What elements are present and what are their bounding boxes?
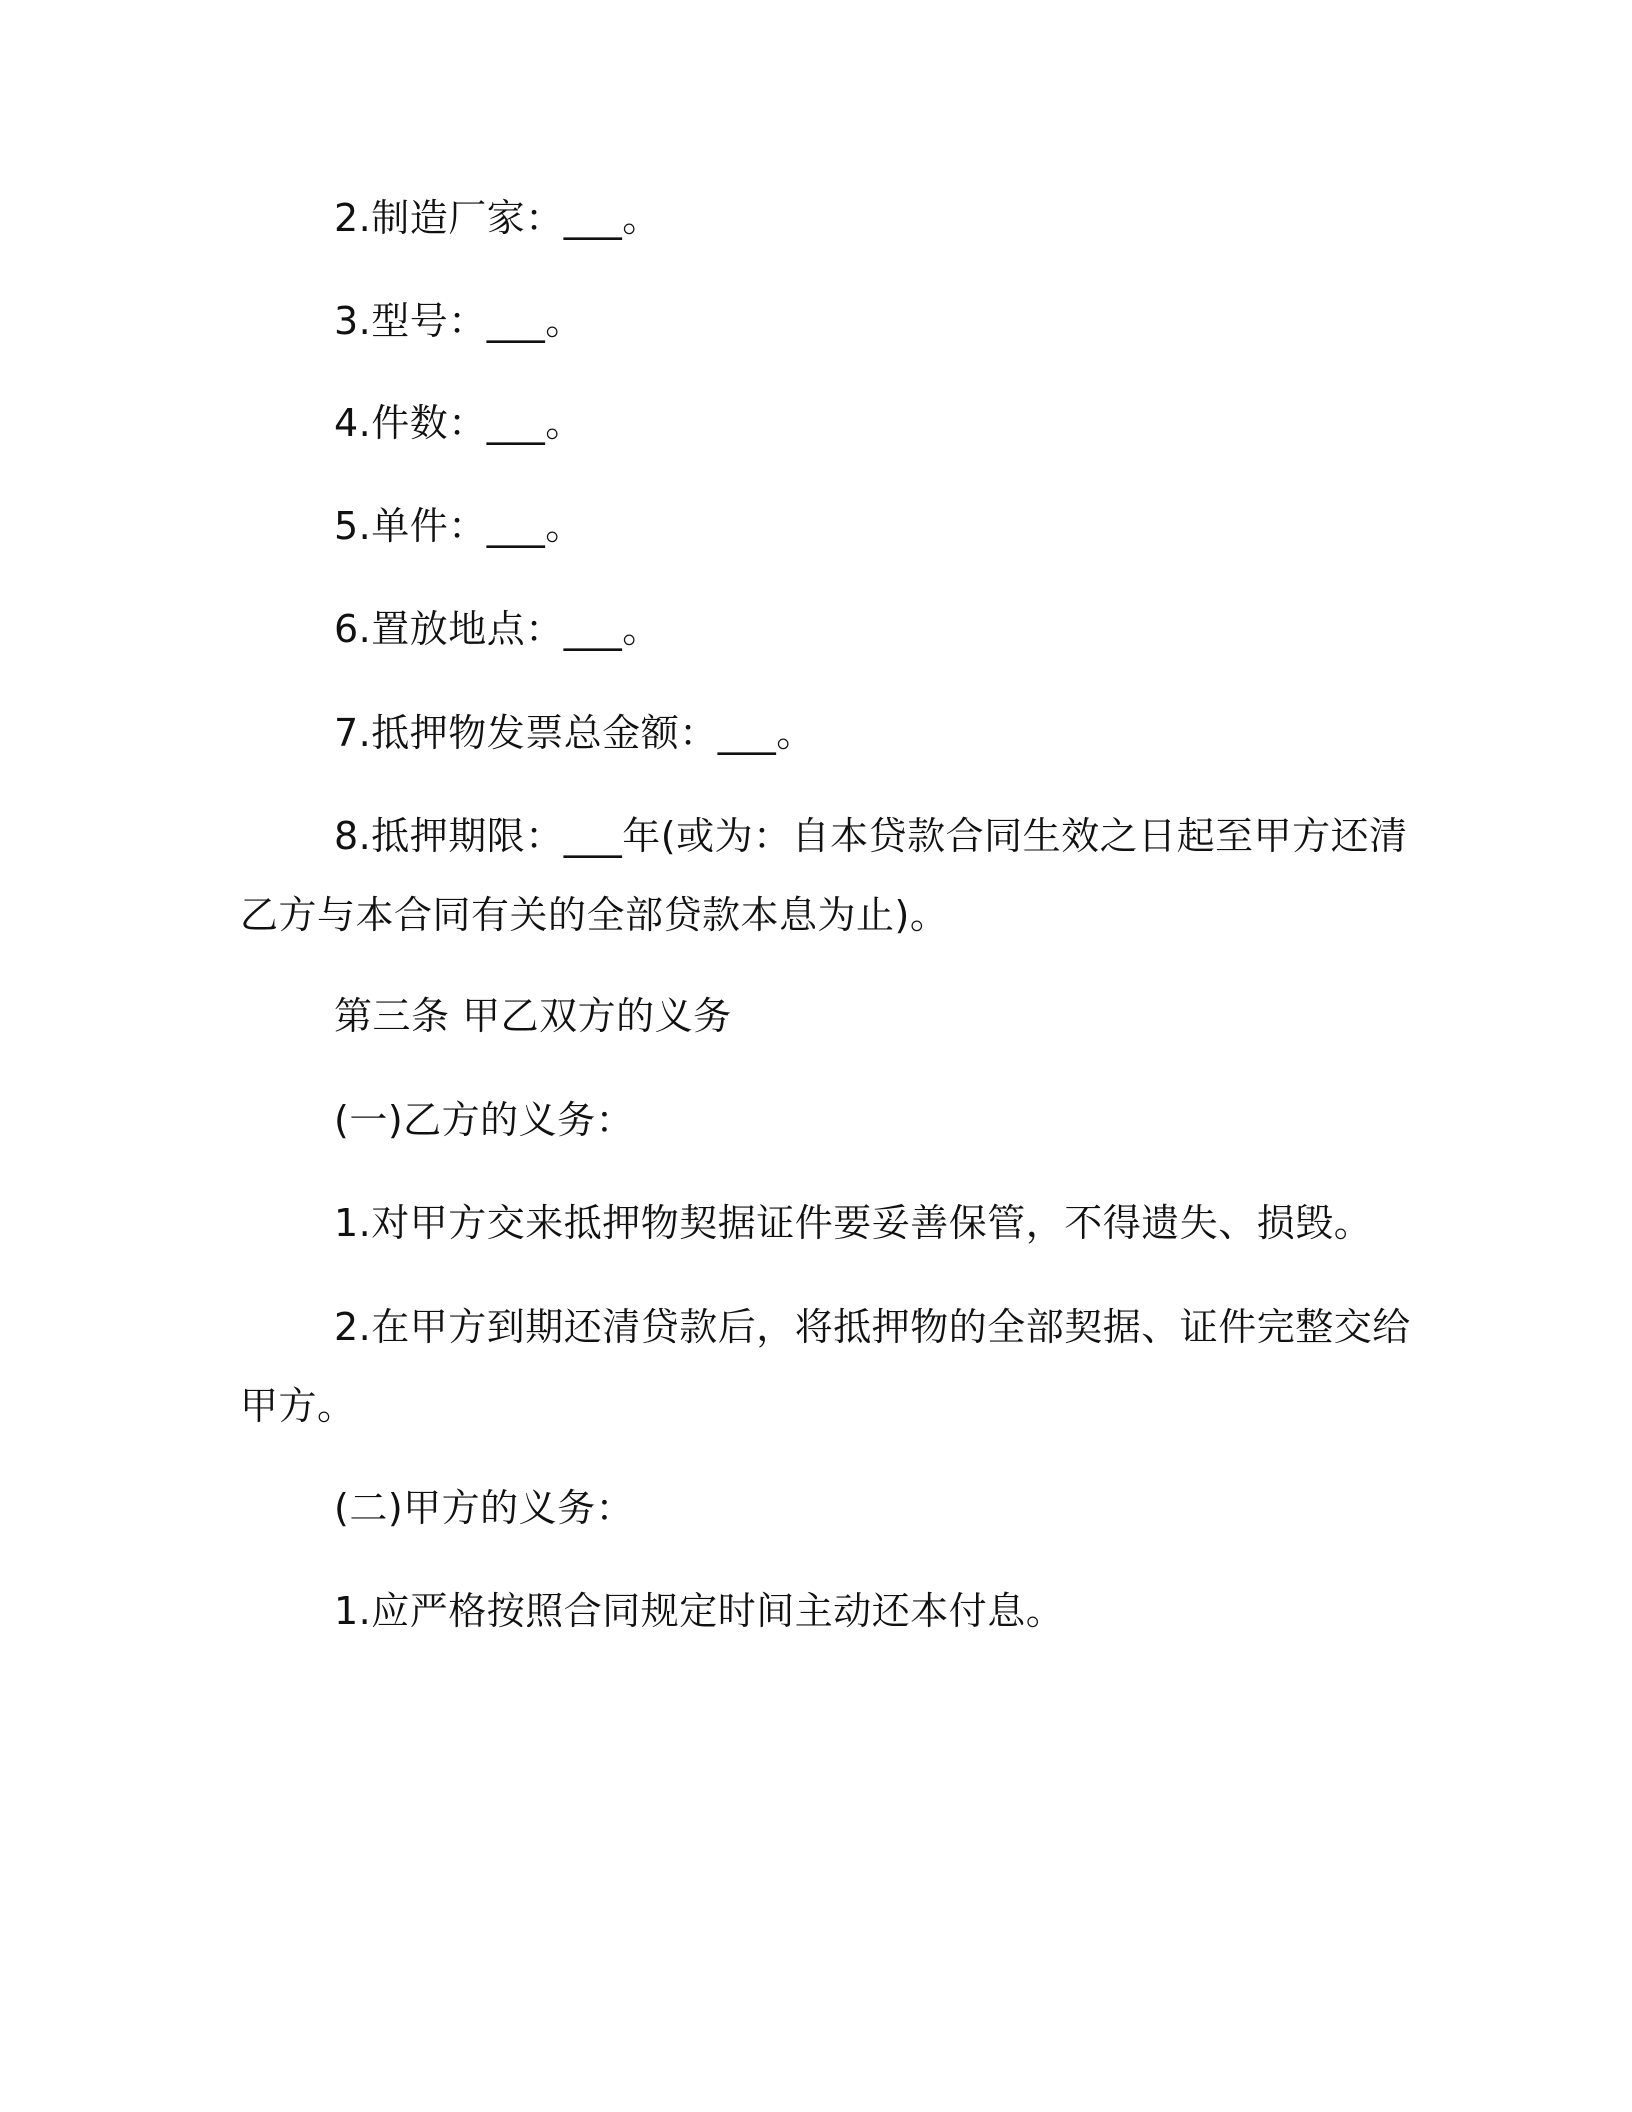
- section-heading-article-3: 第三条 甲乙双方的义务: [334, 994, 732, 1038]
- item-invoice-amount: 7.抵押物发票总金额：___。: [334, 711, 815, 755]
- subheading-party-b-obligations: (一)乙方的义务：: [334, 1098, 635, 1142]
- item-mortgage-term: 8.抵押期限：___年(或为：自本贷款合同生效之日起至甲方还清: [334, 814, 1408, 858]
- item-model: 3.型号：___。: [334, 299, 584, 343]
- party-b-obligation-2-continued: 甲方。: [240, 1384, 356, 1428]
- party-a-obligation-1: 1.应严格按照合同规定时间主动还本付息。: [334, 1589, 1065, 1633]
- item-unit: 5.单件：___。: [334, 504, 584, 548]
- party-b-obligation-2: 2.在甲方到期还清贷款后，将抵押物的全部契据、证件完整交给: [334, 1305, 1411, 1349]
- subheading-party-a-obligations: (二)甲方的义务：: [334, 1486, 635, 1530]
- item-quantity: 4.件数：___。: [334, 401, 584, 445]
- item-mortgage-term-continued: 乙方与本合同有关的全部贷款本息为止)。: [240, 893, 949, 937]
- party-b-obligation-1: 1.对甲方交来抵押物契据证件要妥善保管，不得遗失、损毁。: [334, 1201, 1373, 1245]
- item-location: 6.置放地点：___。: [334, 607, 661, 651]
- item-manufacturer: 2.制造厂家：___。: [334, 196, 661, 240]
